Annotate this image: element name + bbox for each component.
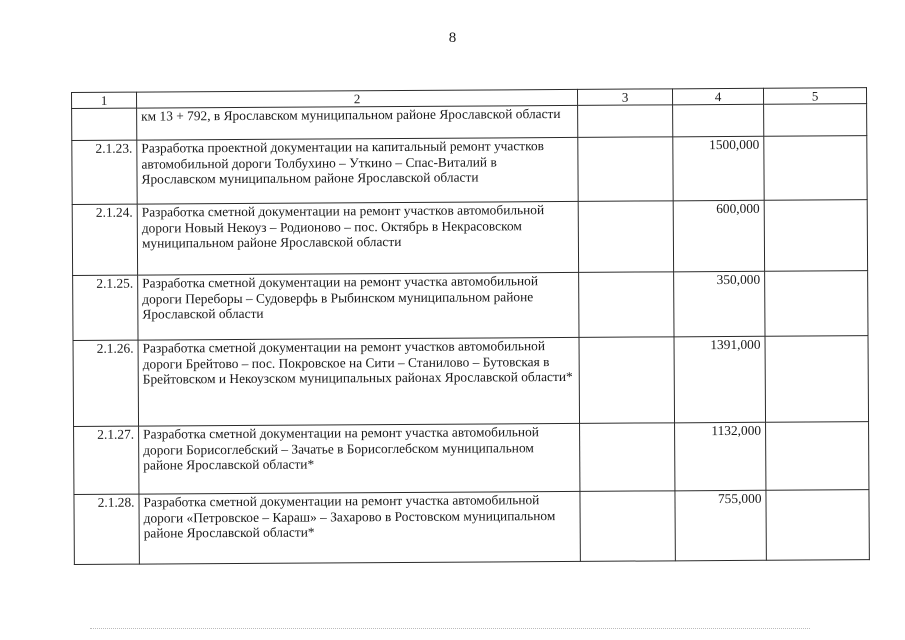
- col5-value: [766, 422, 869, 491]
- col5-value: [764, 200, 867, 272]
- amount-value: 350,000: [674, 271, 765, 337]
- amount-value: [673, 104, 764, 137]
- item-description: Разработка проектной документации на капитальный ремонт участков автомобильной дороги Толбухино – Уткино – Спас-Виталий в Ярославском муниципальном районе Ярославской области: [137, 137, 578, 204]
- table-row: [73, 336, 869, 427]
- amount-value: 600,000: [673, 200, 764, 272]
- item-description: Разработка сметной документации на ремонт участка автомобильной дороги Переборы – Судоверфь в Рыбинском муниципальном районе Ярославской области: [138, 272, 579, 340]
- item-number: 2.1.25.: [73, 275, 138, 340]
- header-cell: 1: [72, 92, 137, 108]
- item-description: км 13 + 792, в Ярославском муниципальном районе Ярославской области: [137, 105, 578, 140]
- col5-value: [764, 104, 867, 137]
- program-table: [71, 87, 870, 565]
- col3-value: [580, 423, 675, 492]
- col5-value: [764, 136, 867, 201]
- amount-value: 1500,000: [673, 136, 764, 201]
- table-row: [72, 136, 867, 205]
- item-description: Разработка сметной документации на ремонт участков автомобильной дороги Брейтово – пос. Покровское на Сити – Станилово – Бутовская в Брейтовском и Некоузском муниципальных районах Ярославской области*: [138, 337, 580, 426]
- col3-value: [579, 272, 674, 338]
- col3-value: [578, 201, 673, 273]
- col3-value: [579, 337, 675, 424]
- col5-value: [765, 271, 868, 337]
- amount-value: 755,000: [675, 490, 766, 561]
- item-description: Разработка сметной документации на ремонт участка автомобильной дороги «Петровское – Караш» – Захарово в Ростовском муниципальном районе Ярославской области*: [139, 491, 580, 564]
- item-number: 2.1.27.: [74, 426, 139, 494]
- table-row: [72, 104, 867, 141]
- scan-artifact-line: [90, 628, 810, 631]
- table-row: [73, 271, 868, 341]
- table-row: [74, 490, 869, 565]
- page-number: 8: [448, 30, 457, 46]
- header-cell: 3: [577, 89, 672, 106]
- amount-value: 1391,000: [674, 336, 766, 423]
- item-number: 2.1.24.: [72, 204, 137, 275]
- col3-value: [580, 491, 675, 562]
- item-description: Разработка сметной документации на ремонт участков автомобильной дороги Новый Некоуз – Родионово – пос. Октябрь в Некрасовском муниципальном районе Ярославской области: [137, 201, 578, 275]
- item-description: Разработка сметной документации на ремонт участка автомобильной дороги Борисоглебский – Зачатье в Борисоглебском муниципальном районе Ярославской области*: [139, 423, 580, 494]
- header-cell: 5: [763, 88, 866, 105]
- col5-value: [766, 490, 869, 561]
- header-cell: 4: [672, 88, 763, 105]
- col5-value: [765, 336, 869, 423]
- table-row: [72, 200, 867, 276]
- item-number: 2.1.23.: [72, 140, 137, 204]
- col3-value: [578, 137, 673, 202]
- col3-value: [578, 105, 673, 138]
- item-number: [72, 108, 137, 140]
- table-row: [74, 422, 869, 495]
- item-number: 2.1.28.: [74, 494, 139, 564]
- amount-value: 1132,000: [675, 422, 766, 491]
- header-cell: 2: [137, 89, 578, 108]
- item-number: 2.1.26.: [73, 340, 139, 426]
